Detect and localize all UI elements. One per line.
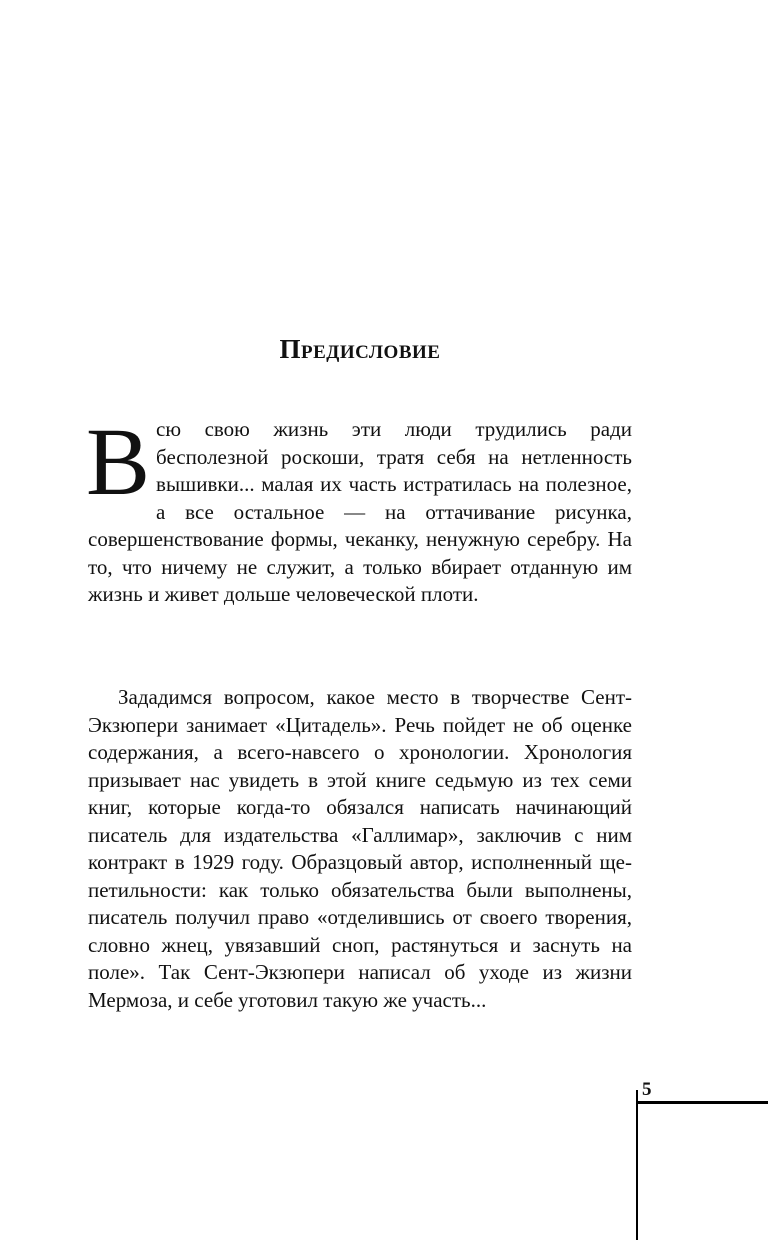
- chapter-title: Предисловие: [279, 334, 441, 364]
- page-number-rule-vertical: [636, 1090, 638, 1240]
- paragraph-2: Зададимся вопросом, какое место в творчестве Сент-Экзюпери занимает «Цитадель». Речь пойдет не об оценке содержания, а всего-навсего о хронологии. Хронология призывает нас увидеть в этой книге седьмую из тех семи книг, которые когда-то обязался написать начинающий писатель для издательства «Галлимар», заключив с ним контракт в 1929 году. Образцовый автор, исполненный щепетильности: как только обязательства были выполнены, писатель получил право «отделившись от своего творения, словно жнец, увязавший сноп, растянуться и заснуть на поле». Так Сент-Экзюпери написал об уходе из жизни Мермоза, и себе уготовил такую же участь...: [88, 685, 632, 1012]
- page-number-rule-horizontal: [636, 1101, 768, 1104]
- page-number: 5: [642, 1079, 652, 1100]
- paragraph-1-text: сю свою жизнь эти люди трудились ради бесполезной роскоши, тратя себя на нетленность вышивки... малая их часть истратилась на полезное, а все остальное — на оттачивание рисунка, совершенствование формы, чеканку, ненужную серебру. На то, что ничему не служит, а только вбирает отданную им жизнь и живет дольше человеческой плоти.: [88, 417, 632, 606]
- paragraph-1: [86, 408, 632, 609]
- drop-cap: В: [86, 408, 151, 515]
